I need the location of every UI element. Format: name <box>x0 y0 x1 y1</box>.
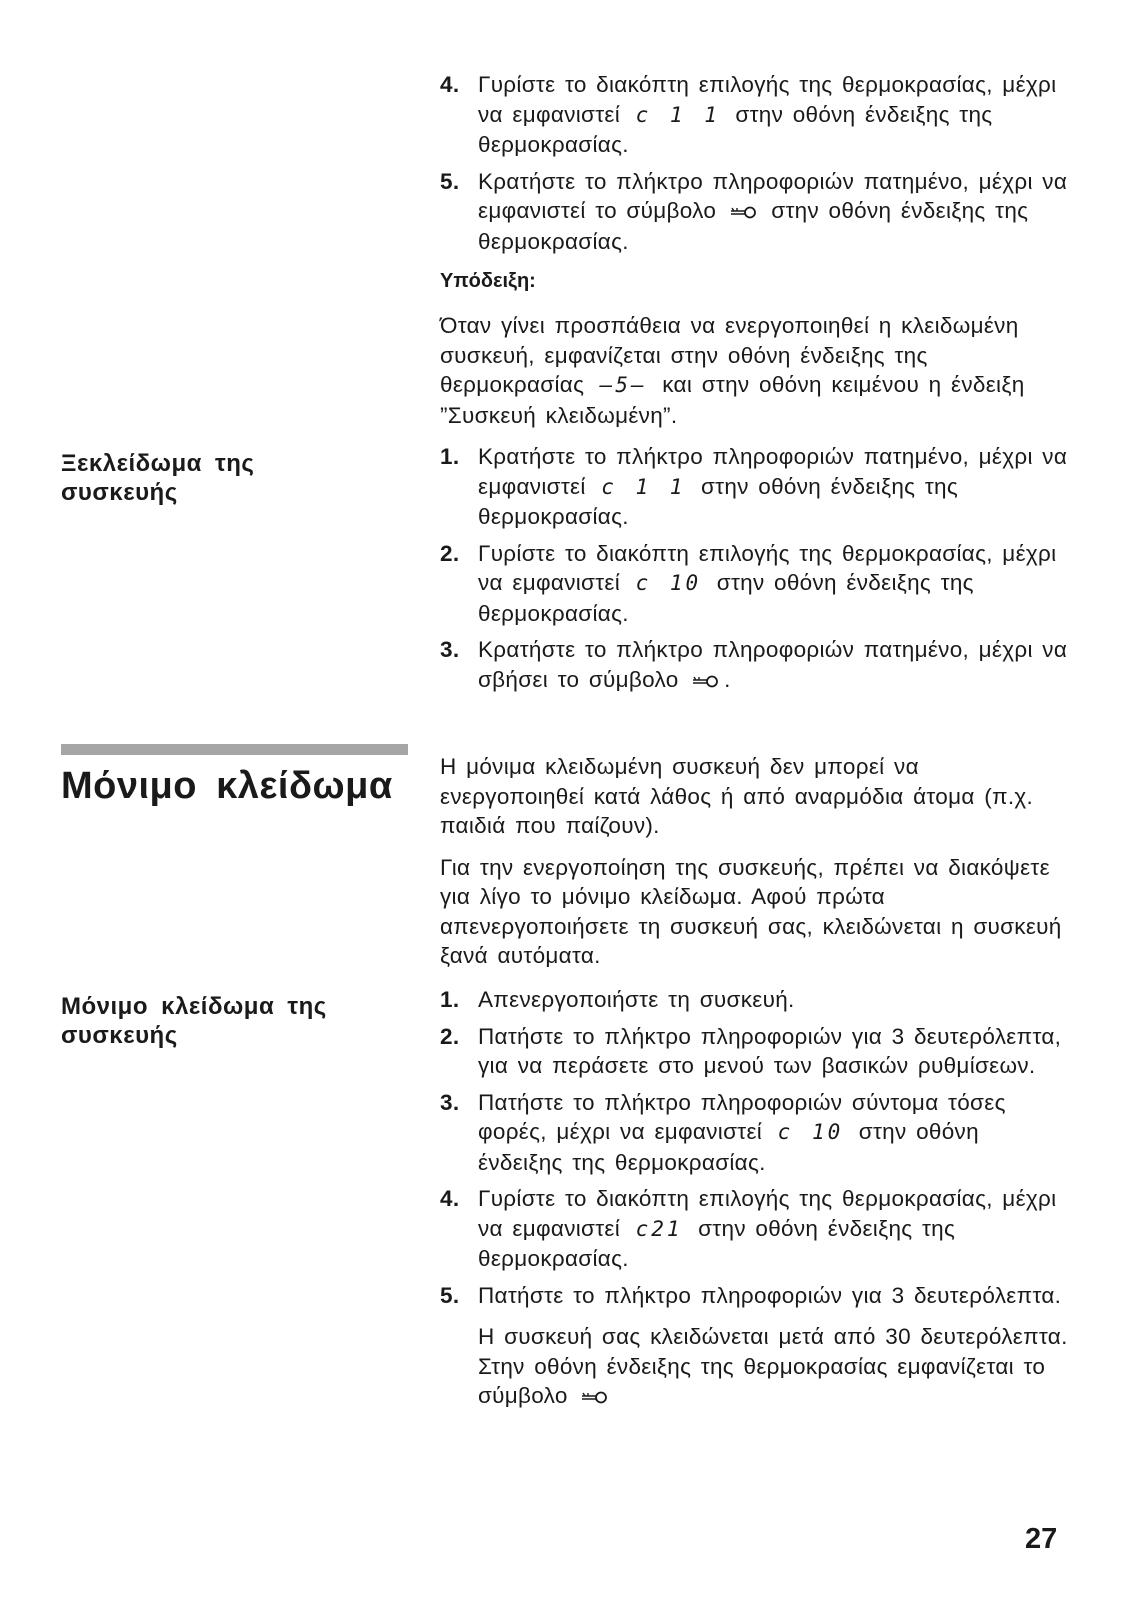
key-lock-icon <box>581 1382 609 1412</box>
note-heading: Υπόδειξη: <box>440 270 536 292</box>
display-code: –5– <box>599 373 647 397</box>
display-code: c 10 <box>777 1120 844 1144</box>
step-text: στην οθόνη ένδειξης της θερμοκρασίας. <box>478 198 1029 254</box>
display-code: c 1 1 <box>635 102 720 127</box>
step-number: 1. <box>440 444 460 469</box>
step-number: 2. <box>440 540 460 566</box>
key-lock-icon <box>692 666 720 696</box>
unlock-steps <box>440 442 1070 695</box>
intro-paragraph: Για την ενεργοποίηση της συσκευής, πρέπει να διακόψετε για λίγο το μόνιμο κλείδωμα. Αφού πρώτα απενεργοποιήσετε τη συσκευή σας, κλειδώνεται η συσκευή ξανά αυτόματα. <box>440 854 1062 968</box>
page-number: 27 <box>1025 1523 1058 1555</box>
step-text: Κρατήστε το πλήκτρο πληροφοριών πατημένο, μέχρι να εμφανιστεί <box>478 444 1068 499</box>
list-item <box>440 167 1070 257</box>
list-item <box>440 539 1070 629</box>
section-divider-bar <box>61 744 408 755</box>
list-item: 3. Κρατήστε το πλήκτρο πληροφοριών πατημένο, μέχρι να σβήσει το σύμβολο . <box>440 635 1070 695</box>
step-text: Γυρίστε το διακόπτη επιλογής της θερμοκρασίας, μέχρι να εμφανιστεί <box>478 1186 1057 1241</box>
step-text: στην οθόνη ένδειξης της θερμοκρασίας. <box>478 101 993 157</box>
step-text: Απενεργοποιήστε τη συσκευή. <box>478 987 795 1012</box>
step-number: 3. <box>440 1089 460 1115</box>
step-text: στην οθόνη ένδειξης της θερμοκρασίας. <box>478 570 974 626</box>
display-code: c 10 <box>635 571 702 595</box>
display-code: c21 <box>635 1216 683 1241</box>
step-number: 5. <box>440 168 460 194</box>
intro-paragraph: Η μόνιμα κλειδωμένη συσκευή δεν μπορεί να ενεργοποιηθεί κατά λάθος ή από αναρμόδια άτομα (π.χ. παιδιά που παίζουν). <box>440 754 1034 838</box>
step-number: 4. <box>440 72 460 97</box>
permanent-intro <box>440 752 1070 971</box>
permanent-steps <box>440 985 1070 1412</box>
step-text: στην οθόνη ένδειξης της θερμοκρασίας. <box>478 473 959 529</box>
step-text: Πατήστε το πλήκτρο πληροφοριών για 3 δευτερόλεπτα, για να περάσετε στο μενού των βασικών ρυθμίσεων. <box>478 1023 1062 1078</box>
step-text: στην οθόνη ένδειξης της θερμοκρασίας. <box>478 1119 979 1175</box>
section-title: Μόνιμο κλείδωμα <box>61 765 393 807</box>
step-number: 4. <box>440 1186 460 1211</box>
step-text: Πατήστε το πλήκτρο πληροφοριών για 3 δευτερόλεπτα. <box>478 1282 1062 1308</box>
step-text: Κρατήστε το πλήκτρο πληροφοριών πατημένο, μέχρι να σβήσει το σύμβολο <box>478 637 1068 692</box>
step-number: 3. <box>440 637 460 662</box>
list-item <box>440 70 1070 160</box>
list-item <box>440 1281 1070 1412</box>
step-text: Κρατήστε το πλήκτρο πληροφοριών πατημένο, μέχρι να εμφανιστεί το σύμβολο <box>478 168 1068 223</box>
note-text: Όταν γίνει προσπάθεια να ενεργοποιηθεί η κλειδωμένη συσκευή, εμφανίζεται στην οθόνη ένδειξης της θερμοκρασίας –5– και στην οθόνη κειμένου η ένδειξη ”Συσκευή κλειδωμένη”. <box>440 313 1025 428</box>
step-result: Η συσκευή σας κλειδώνεται μετά από 30 δευτερόλεπτα. Στην οθόνη ένδειξης της θερμοκρασίας εμφανίζεται το σύμβολο <box>478 1324 1068 1408</box>
unlock-heading: Ξεκλείδωμα της συσκευής <box>61 450 255 506</box>
list-item <box>440 442 1070 532</box>
step-number: 1. <box>440 987 460 1012</box>
step-number: 2. <box>440 1023 460 1049</box>
list-item <box>440 1022 1070 1081</box>
list-item <box>440 985 1070 1015</box>
list-item <box>440 1088 1070 1178</box>
top-steps <box>440 70 1070 256</box>
display-code: c 1 1 <box>601 474 686 499</box>
step-text: Γυρίστε το διακόπτη επιλογής της θερμοκρασίας, μέχρι να εμφανιστεί <box>478 72 1057 127</box>
step-number: 5. <box>440 1282 460 1308</box>
step-text: Γυρίστε το διακόπτη επιλογής της θερμοκρασίας, μέχρι να εμφανιστεί <box>478 540 1057 595</box>
permanent-subheading: Μόνιμο κλείδωμα της συσκευής <box>61 993 327 1049</box>
step-text: στην οθόνη ένδειξης της θερμοκρασίας. <box>478 1215 956 1271</box>
step-text: Πατήστε το πλήκτρο πληροφοριών σύντομα τόσες φορές, μέχρι να εμφανιστεί <box>478 1089 1006 1144</box>
list-item <box>440 1184 1070 1274</box>
key-lock-icon <box>730 197 758 227</box>
